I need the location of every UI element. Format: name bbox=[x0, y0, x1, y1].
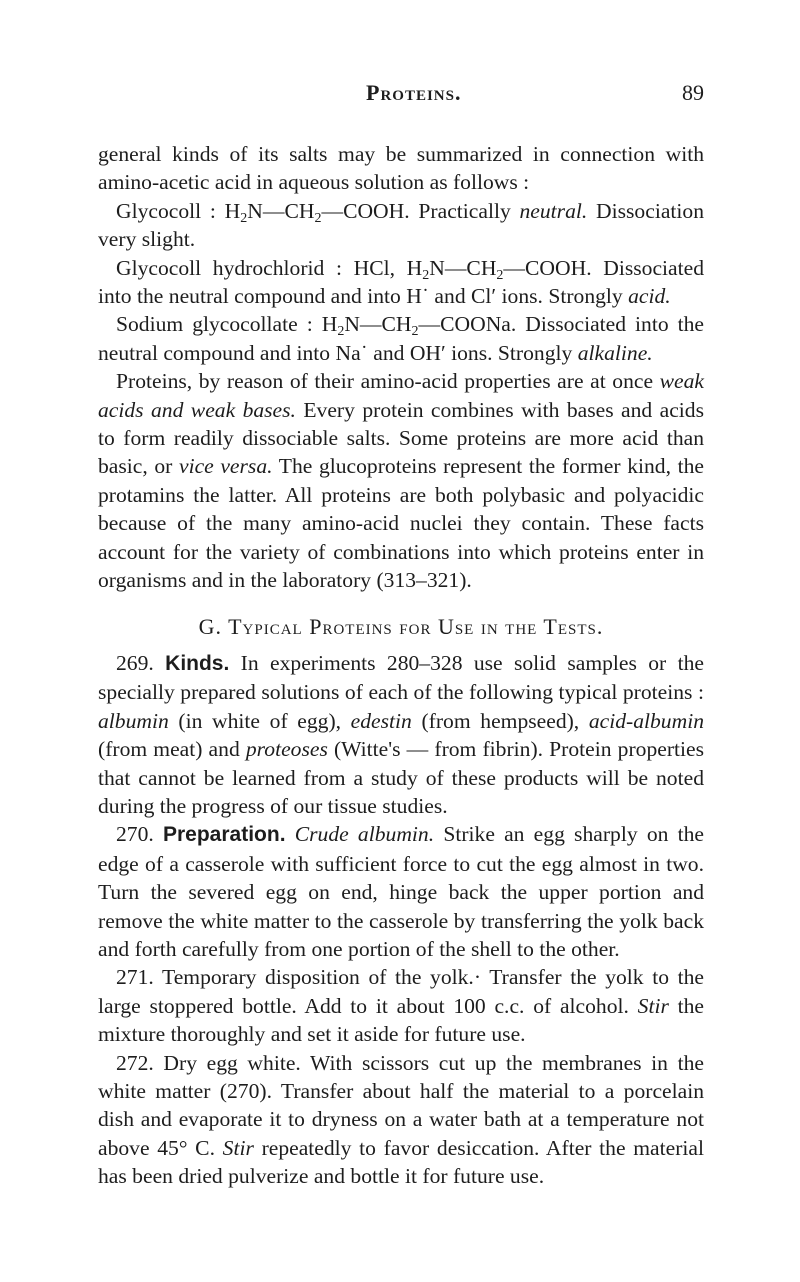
section-heading: G. Typical Proteins for Use in the Tests. bbox=[198, 613, 604, 639]
salt-name: Sodium glycocollate : bbox=[116, 312, 313, 337]
paragraph-270: 270. Preparation. Crude albumin. Strike an egg sharply on the edge of a casserole with sufficient force to cut the egg almost in two. Turn the severed egg on end, hinge back the upper portion and remove the white matter to the casserole by transferring the yolk back and forth carefully from one portion of the shell to the other. bbox=[98, 822, 705, 961]
intro-text: general kinds of its salts may be summarized in connection with amino-acetic acid in aqueous solution as follows : bbox=[98, 142, 704, 195]
proteins-paragraph: Proteins, by reason of their amino-acid properties are at once weak acids and weak bases. Every protein combines with bases and acids to form readily dissociable salts. Some proteins are more acid than basic, or vice versa. The glucoproteins represent the former kind, the protamins the latter. All proteins are both polybasic and polyacidic because of the many amino-acid nuclei they contain. These facts account for the variety of combinations into which proteins enter in organisms and in the laboratory (313–321). bbox=[98, 369, 704, 593]
paragraph-269: 269. Kinds. In experiments 280–328 use solid samples or the specially prepared solutions of each of the following typical proteins : albumin (in white of egg), edestin (from hempseed), acid-albumin (from meat) and proteoses (Witte's — from fibrin). Protein properties that cannot be learned from a study of these products will be noted during the progress of our tissue studies. bbox=[98, 650, 705, 818]
emphasis: acid. bbox=[628, 284, 671, 309]
paragraph-keyword: Kinds. bbox=[165, 651, 230, 675]
formula: $H_2N—CH_2—COONa$. bbox=[312, 312, 517, 340]
page-header bbox=[98, 80, 704, 110]
running-head: Proteins. bbox=[366, 80, 462, 105]
intro-paragraph bbox=[98, 140, 704, 197]
emphasis: vice versa. bbox=[178, 454, 273, 479]
paragraph-keyword: Preparation. bbox=[163, 823, 286, 847]
salt-name: Glycocoll : bbox=[116, 198, 216, 223]
salt-name: Glycocoll hydrochlorid : bbox=[116, 255, 342, 280]
salt-glycocoll: Glycocoll : $H_2N—CH_2—COOH$. Practically neutral. Dissociation very slight. bbox=[98, 198, 704, 252]
salt-glycocoll-hydrochlorid: Glycocoll hydrochlorid : HCl, $H_2N—CH_2—COOH$. Dissociated into the neutral compound and into H˙ and Cl′ ions. Strongly acid. bbox=[98, 255, 704, 309]
paragraph-number: 270. bbox=[116, 822, 154, 847]
paragraph-number: 271. bbox=[116, 965, 154, 990]
emphasis: alkaline. bbox=[577, 340, 653, 365]
emphasis: weak acids and weak bases. bbox=[98, 369, 704, 422]
page-body bbox=[98, 140, 704, 1191]
paragraph-271: 271. Temporary disposition of the yolk.· Transfer the yolk to the large stoppered bottle. Add to it about 100 c.c. of alcohol. Stir the mixture thoroughly and set it aside for future use. bbox=[98, 965, 704, 1047]
salt-sodium-glycocollate: Sodium glycocollate : $H_2N—CH_2—COONa$. Dissociated into the neutral compound and into Na˙ and OH′ ions. Strongly alkaline. bbox=[98, 312, 705, 365]
formula: $H_2N—CH_2—COOH$. bbox=[224, 198, 410, 226]
paragraph-number: 272. bbox=[116, 1050, 154, 1075]
paragraph-number: 269. bbox=[116, 650, 154, 675]
paragraph-272: 272. Dry egg white. With scissors cut up the membranes in the white matter (270). Transfer about half the material to a porcelain dish and evaporate it to dryness on a water bath at a temperature not above 45° C. Stir repeatedly to favor desiccation. After the material has been dried pulverize and bottle it for future use. bbox=[98, 1050, 704, 1189]
page-number: 89 bbox=[682, 80, 704, 105]
emphasis: neutral. bbox=[519, 198, 588, 223]
formula: HCl, $H_2N—CH_2—COOH$. bbox=[341, 255, 592, 283]
